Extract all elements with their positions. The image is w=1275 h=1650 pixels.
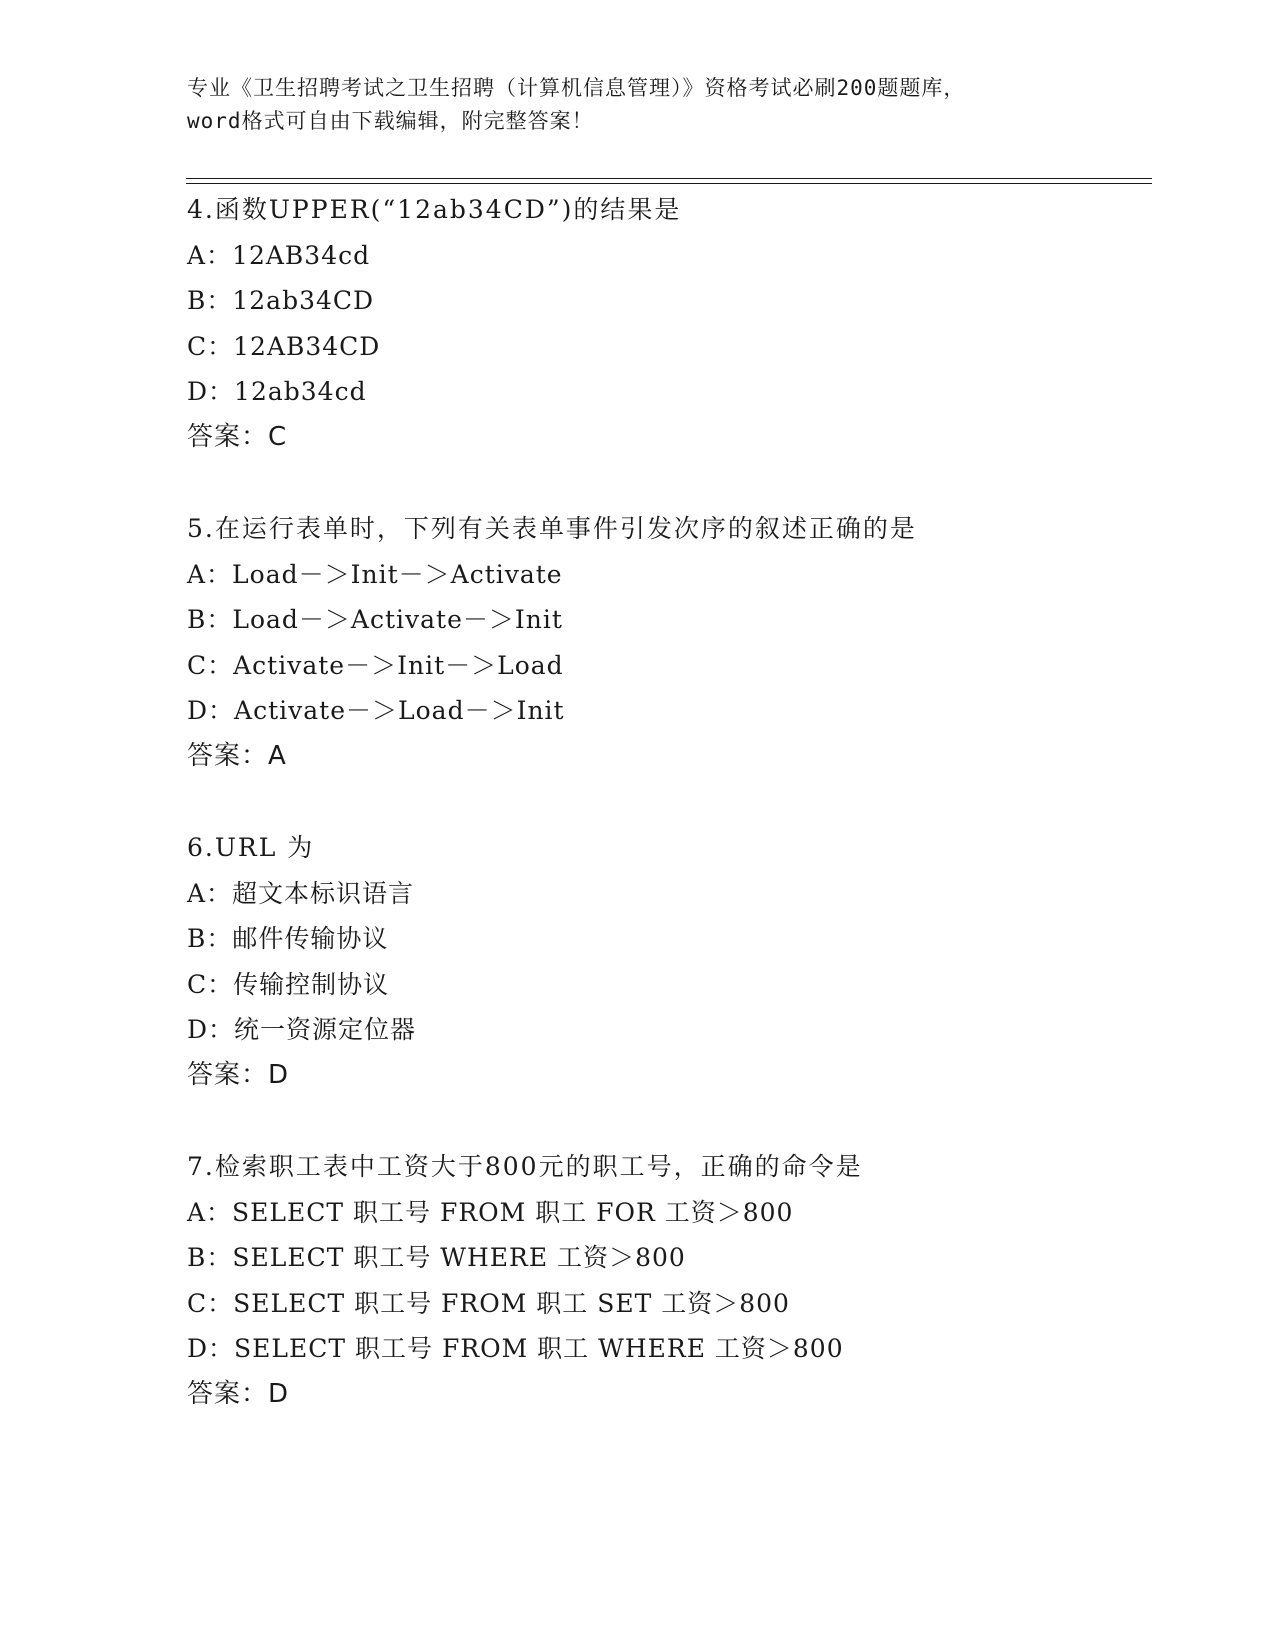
answer-line: 答案：D [187,1059,290,1090]
option-b: B：12ab34CD [187,286,375,315]
question-block [187,1144,1167,1417]
question-block [187,825,1167,1098]
question-block [187,506,1167,779]
option-d: D：12ab34cd [187,377,367,406]
option-d: D：Activate－＞Load－＞Init [187,696,565,725]
header-line-1: 专业《卫生招聘考试之卫生招聘（计算机信息管理）》资格考试必刷200题题库， [187,76,966,100]
header-divider-bottom [186,183,1152,184]
option-b: B：邮件传输协议 [187,924,389,953]
question-block [187,187,1167,460]
header-line-2: word格式可自由下载编辑，附完整答案！ [187,109,594,133]
option-d: D：统一资源定位器 [187,1015,417,1044]
option-b: B：SELECT 职工号 WHERE 工资＞800 [187,1243,686,1272]
option-c: C：Activate－＞Init－＞Load [187,650,564,680]
document-header [187,72,1087,138]
option-c: C：SELECT 职工号 FROM 职工 SET 工资＞800 [187,1288,790,1318]
option-c: C：12AB34CD [187,331,381,361]
option-a: A：12AB34cd [187,240,371,270]
question-stem: 5.在运行表单时，下列有关表单事件引发次序的叙述正确的是 [187,514,917,543]
question-stem: 7.检索职工表中工资大于800元的职工号，正确的命令是 [187,1152,863,1181]
option-a: A：SELECT 职工号 FROM 职工 FOR 工资＞800 [187,1197,794,1227]
option-a: A：Load－＞Init－＞Activate [187,559,563,589]
answer-line: 答案：D [187,1378,290,1409]
answer-line: 答案：C [187,421,288,452]
option-a: A：超文本标识语言 [187,878,415,908]
answer-line: 答案：A [187,740,287,771]
header-divider-top [186,178,1152,179]
question-stem: 4.函数UPPER(“12ab34CD”)的结果是 [187,195,682,224]
question-stem: 6.URL 为 [187,833,315,862]
option-b: B：Load－＞Activate－＞Init [187,605,563,634]
option-c: C：传输控制协议 [187,969,390,999]
option-d: D：SELECT 职工号 FROM 职工 WHERE 工资＞800 [187,1334,844,1363]
